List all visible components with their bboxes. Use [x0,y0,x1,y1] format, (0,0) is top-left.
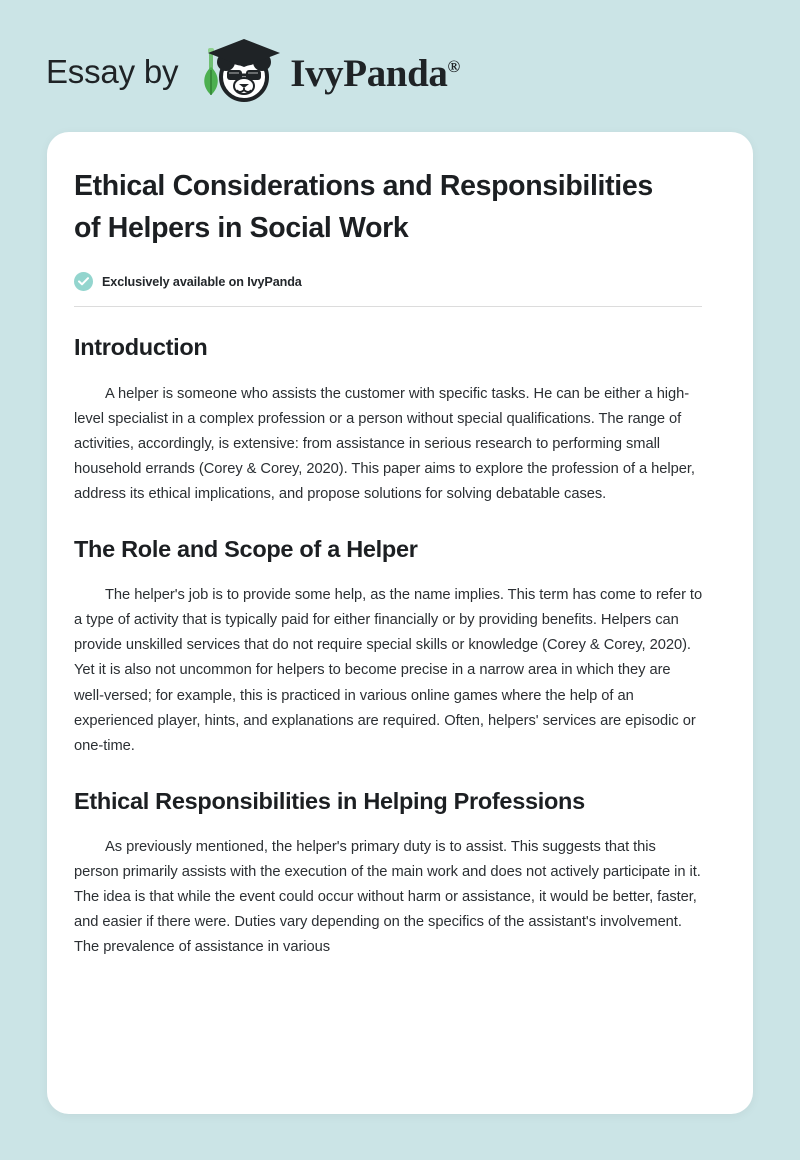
section-paragraph-ethical-responsibilities: As previously mentioned, the helper's primary duty is to assist. This suggests that this person primarily assists with the execution of the main work and does not actively participate in it. The idea is that while the event could occur without harm or assistance, it would be better, faster, and easier if there were. Duties vary depending on the specifics of the assistant's involvement. The prevalence of assistance in various [74,839,701,956]
exclusivity-badge [74,272,721,291]
section-heading-introduction: Introduction [74,334,208,361]
exclusivity-badge-label: Exclusively available on IvyPanda [102,274,302,289]
section-paragraph-role-and-scope: The helper's job is to provide some help, as the name implies. This term has come to refer to a type of activity that is typically paid for either financially or by providing benefits. Helpers can provide unskilled services that do not require special skills or knowledge (Corey & Corey, 2020). Yet it is also not uncommon for helpers to become precise in a narrow area in which they are well-versed; for example, this is practiced in various online games where the help of an experienced player, hints, and explanations are required. Often, helpers' services are episodic or one-time. [74,587,703,754]
page-title: Ethical Considerations and Responsibilities of Helpers in Social Work [74,170,653,244]
essay-by-label: Essay by [46,52,179,90]
essay-card-content [47,132,753,960]
ivypanda-graduate-panda-logo-icon [192,37,284,105]
section-heading-role-and-scope: The Role and Scope of a Helper [74,535,418,562]
essay-card [47,132,753,1114]
ivypanda-wordmark [290,51,460,95]
title-divider [74,306,702,307]
wordmark-text: IvyPanda [290,51,448,95]
section-paragraph-introduction: A helper is someone who assists the customer with specific tasks. He can be either a high-level specialist in a complex profession or a person without special qualifications. The range of activities, accordingly, is extensive: from assistance in serious research to performing small household errands (Corey & Corey, 2020). This paper aims to explore the profession of a helper, address its ethical implications, and propose solutions for solving debatable cases. [74,385,695,502]
section-heading-ethical-responsibilities: Ethical Responsibilities in Helping Professions [74,787,585,814]
registered-trademark-symbol: ® [447,56,460,76]
brand-header [46,36,460,106]
check-circle-icon [74,272,93,291]
